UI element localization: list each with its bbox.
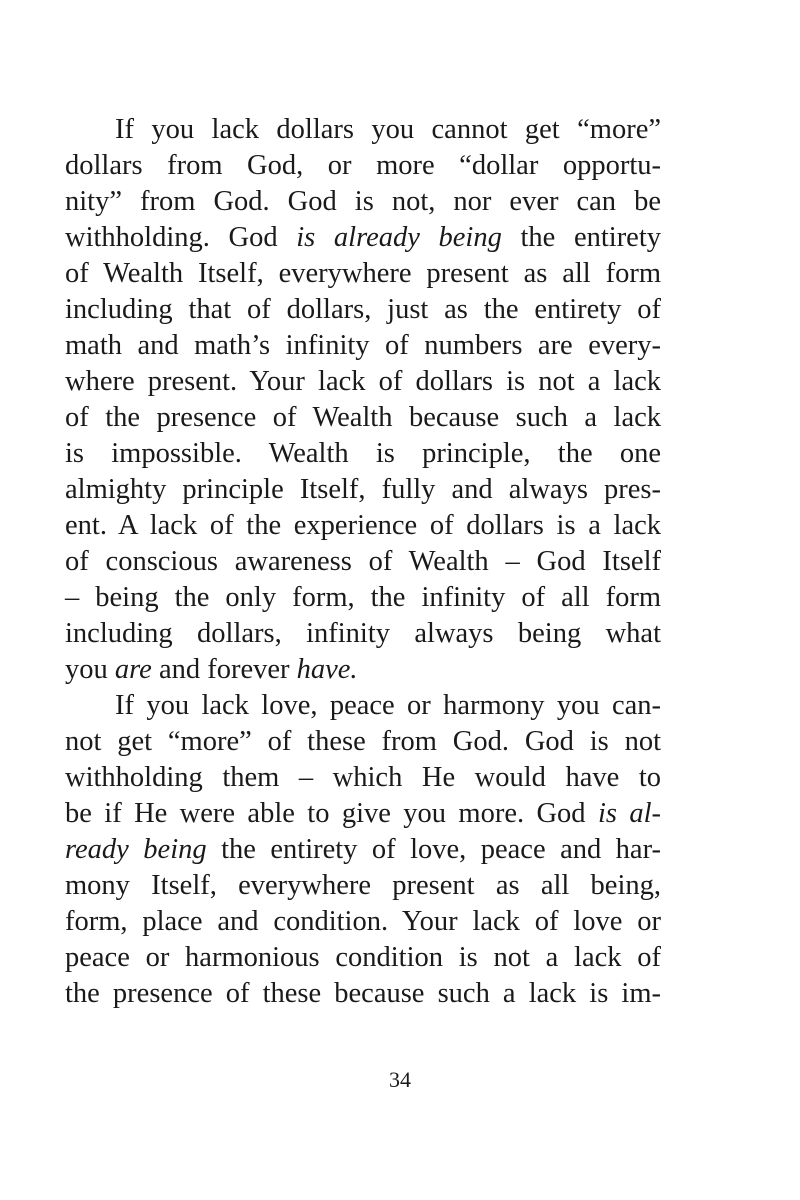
body-text — [65, 112, 661, 1012]
paragraph — [65, 112, 661, 688]
text-line — [65, 220, 661, 256]
text-segment: where present. Your lack of dollars is not a lack — [65, 366, 661, 397]
text-segment: the entirety of love, peace and har- — [206, 834, 661, 865]
text-segment: form, place and condition. Your lack of love or — [65, 906, 661, 937]
text-line — [65, 148, 661, 184]
text-segment: math and math’s infinity of numbers are every- — [65, 330, 661, 361]
text-segment: be if He were able to give you more. God — [65, 798, 598, 829]
text-segment: the entirety — [501, 222, 661, 253]
text-segment: of the presence of Wealth because such a lack — [65, 402, 661, 433]
text-line — [65, 580, 661, 616]
text-segment: If you lack dollars you cannot get “more” — [115, 114, 661, 145]
text-line — [65, 400, 661, 436]
text-segment: – being the only form, the infinity of all form — [65, 582, 661, 613]
text-line — [65, 616, 661, 652]
text-line — [65, 508, 661, 544]
text-line — [65, 544, 661, 580]
italic-text: is al- — [597, 798, 662, 829]
italic-text: is already being — [296, 222, 502, 253]
page-number: 34 — [389, 1067, 411, 1092]
text-line — [65, 292, 661, 328]
text-line — [65, 472, 661, 508]
text-segment: is impossible. Wealth is principle, the one — [65, 438, 661, 469]
text-segment: ent. A lack of the experience of dollars is a lack — [65, 510, 661, 541]
text-segment: nity” from God. God is not, nor ever can be — [65, 186, 661, 217]
text-segment: peace or harmonious condition is not a lack of — [65, 942, 661, 973]
text-segment: almighty principle Itself, fully and always pres- — [65, 474, 661, 505]
text-line — [65, 796, 661, 832]
text-segment: not get “more” of these from God. God is not — [65, 726, 661, 757]
text-line — [65, 184, 661, 220]
text-segment: withholding them – which He would have to — [65, 762, 661, 793]
text-segment: withholding. God — [65, 222, 297, 253]
text-line — [65, 868, 661, 904]
text-line — [65, 112, 661, 148]
text-line — [65, 976, 661, 1012]
text-line — [65, 688, 661, 724]
text-segment: mony Itself, everywhere present as all being, — [65, 870, 661, 901]
text-segment: including that of dollars, just as the entirety of — [65, 294, 661, 325]
text-line — [65, 652, 661, 688]
text-segment: including dollars, infinity always being what — [65, 618, 661, 649]
italic-text: have. — [296, 654, 358, 685]
text-line — [65, 904, 661, 940]
italic-text: are — [114, 654, 152, 685]
text-segment: of conscious awareness of Wealth – God Itself — [65, 546, 661, 577]
text-line — [65, 724, 661, 760]
text-segment: If you lack love, peace or harmony you can- — [115, 690, 661, 721]
text-line — [65, 436, 661, 472]
text-segment: of Wealth Itself, everywhere present as all form — [65, 258, 661, 289]
text-line — [65, 328, 661, 364]
text-line — [65, 832, 661, 868]
text-segment: you — [65, 654, 115, 685]
text-segment: the presence of these because such a lack is im- — [65, 978, 661, 1009]
text-line — [65, 256, 661, 292]
text-line — [65, 760, 661, 796]
text-line — [65, 364, 661, 400]
italic-text: ready being — [65, 834, 207, 865]
text-segment: and forever — [151, 654, 297, 685]
text-segment: dollars from God, or more “dollar opportu- — [65, 150, 661, 181]
text-line — [65, 940, 661, 976]
paragraph — [65, 688, 661, 1012]
